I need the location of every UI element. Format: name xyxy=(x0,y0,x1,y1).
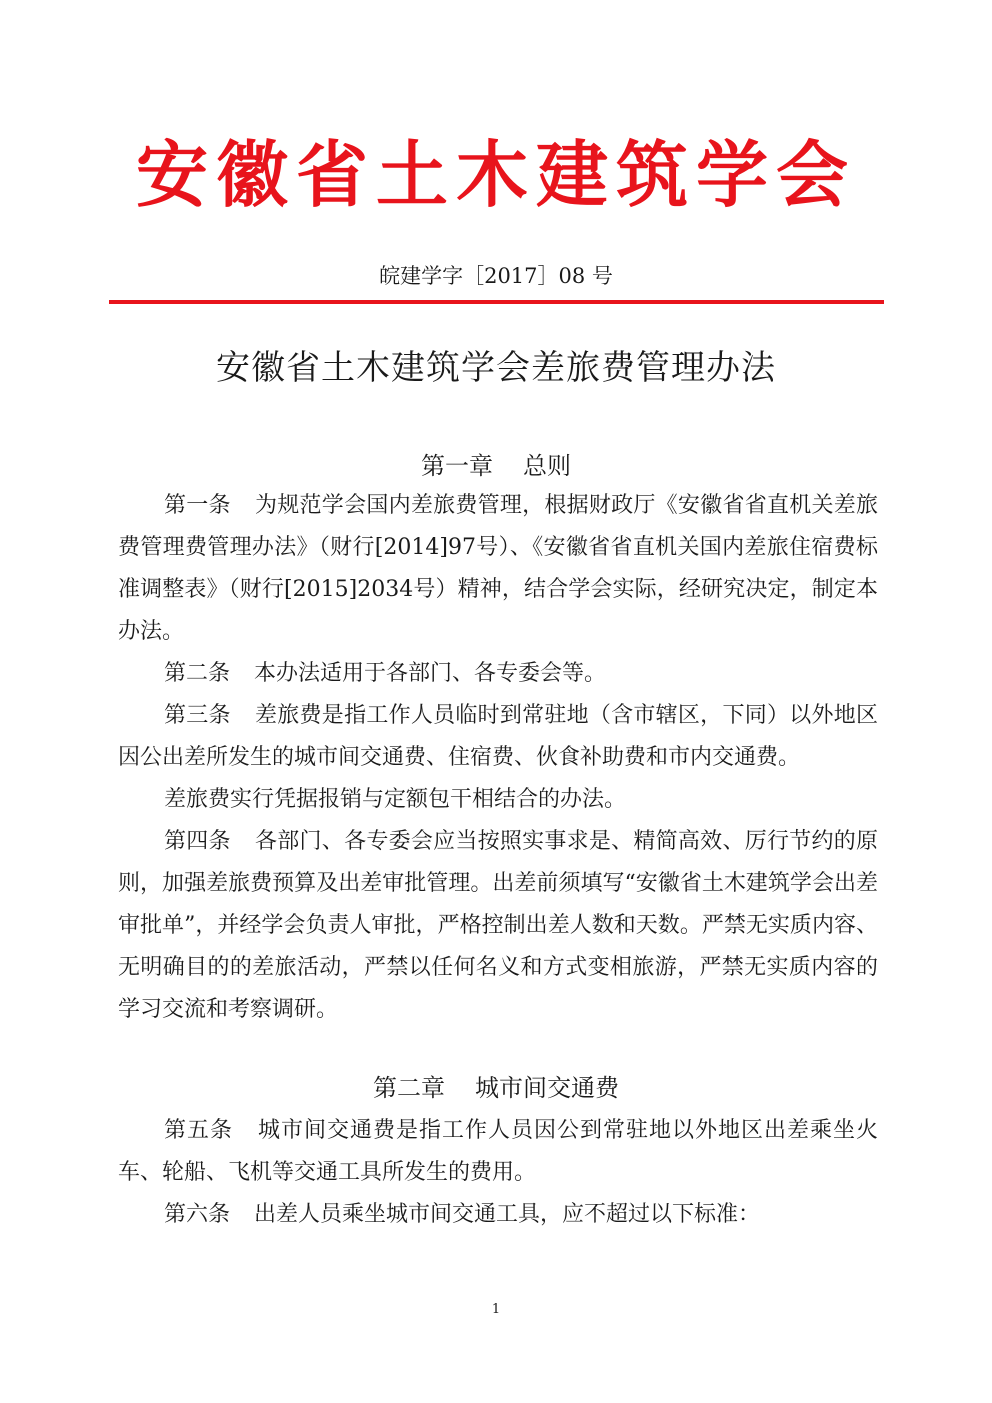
article-3-continued xyxy=(118,779,878,821)
article-4-text: 各部门、各专委会应当按照实事求是、精简高效、厉行节约的原则，加强差旅费预算及出差审批管理。出差前须填写“安徽省土木建筑学会出差审批单”，并经学会负责人审批，严格控制出差人数和天数。严禁无实质内容、无明确目的的差旅活动，严禁以任何名义和方式变相旅游，严禁无实质内容的学习交流和考察调研。 xyxy=(118,829,878,1022)
chapter-2-name: 城市间交通费 xyxy=(475,1074,619,1102)
article-3-label: 第三条 xyxy=(164,703,231,728)
article-4-label: 第四条 xyxy=(164,829,231,854)
article-4 xyxy=(118,821,878,1031)
organization-title: 安徽省土木建筑学会 xyxy=(135,133,856,217)
article-6-label: 第六条 xyxy=(164,1202,231,1227)
article-5 xyxy=(118,1110,878,1194)
article-2-label: 第二条 xyxy=(164,661,231,686)
article-1 xyxy=(118,485,878,653)
chapter-1-number: 第一章 xyxy=(421,452,493,480)
chapter-2-number: 第二章 xyxy=(373,1074,445,1102)
article-6 xyxy=(118,1194,878,1236)
article-6-text: 出差人员乘坐城市间交通工具，应不超过以下标准： xyxy=(254,1202,761,1227)
red-divider-line xyxy=(109,300,884,304)
chapter-1-heading xyxy=(0,446,992,486)
article-2-text: 本办法适用于各部门、各专委会等。 xyxy=(254,661,607,686)
article-5-text: 城市间交通费是指工作人员因公到常驻地以外地区出差乘坐火车、轮船、飞机等交通工具所发生的费用。 xyxy=(118,1118,878,1185)
document-title: 安徽省土木建筑学会差旅费管理办法 xyxy=(216,348,776,388)
document-number: 皖建学字［2017］08 号 xyxy=(379,264,613,288)
chapter-1-name: 总则 xyxy=(523,452,571,480)
chapter-2-heading xyxy=(0,1068,992,1108)
article-1-label: 第一条 xyxy=(164,493,231,518)
article-5-label: 第五条 xyxy=(164,1118,233,1143)
article-1-text: 为规范学会国内差旅费管理，根据财政厅《安徽省省直机关差旅费管理费管理办法》（财行[2014]97号）、《安徽省省直机关国内差旅住宿费标准调整表》（财行[2015]2034号）精神，结合学会实际，经研究决定，制定本办法。 xyxy=(118,493,878,644)
article-3-continued-text: 差旅费实行凭据报销与定额包干相结合的办法。 xyxy=(164,787,627,812)
page-number: 1 xyxy=(491,1302,501,1317)
article-3 xyxy=(118,695,878,779)
article-3-text: 差旅费是指工作人员临时到常驻地（含市辖区，下同）以外地区因公出差所发生的城市间交通费、住宿费、伙食补助费和市内交通费。 xyxy=(118,703,878,770)
article-2 xyxy=(118,653,878,695)
